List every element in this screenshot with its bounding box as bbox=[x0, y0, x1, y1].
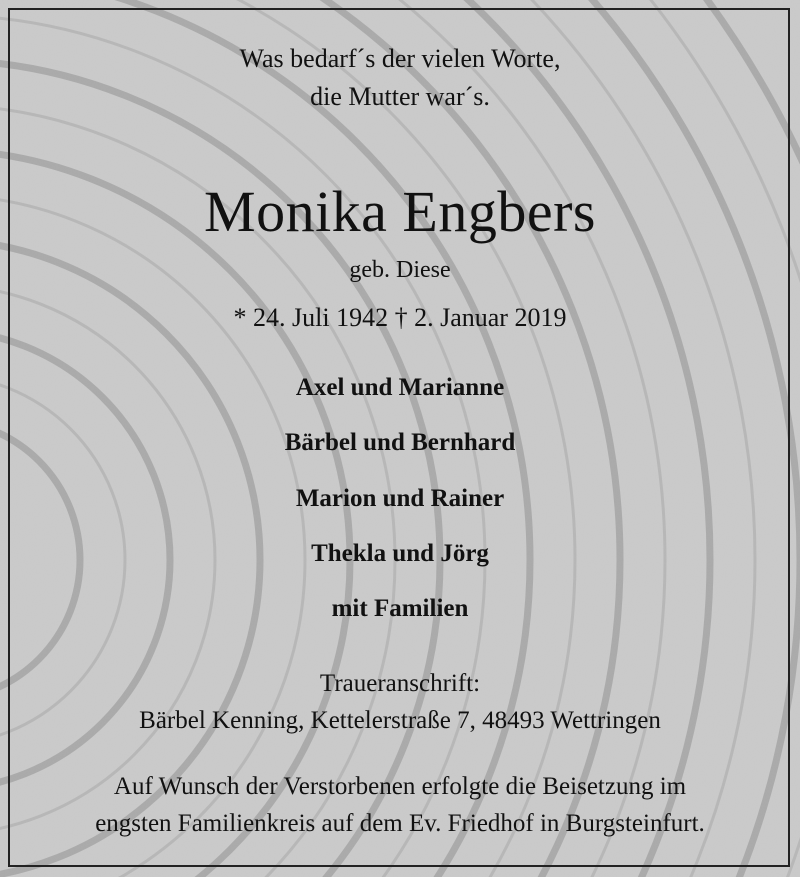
motto-line-1: Was bedarf´s der vielen Worte, bbox=[239, 44, 561, 73]
motto-line-2: die Mutter war´s. bbox=[310, 82, 490, 111]
mourner-line: Thekla und Jörg bbox=[311, 540, 489, 567]
deceased-name: Monika Engbers bbox=[204, 179, 596, 244]
address-value: Bärbel Kenning, Kettelerstraße 7, 48493 Wettringen bbox=[139, 707, 661, 734]
burial-note-line-2: engsten Familienkreis auf dem Ev. Friedhof in Burgsteinfurt. bbox=[95, 810, 705, 837]
mourner-line: Bärbel und Bernhard bbox=[284, 429, 516, 456]
life-dates: * 24. Juli 1942 † 2. Januar 2019 bbox=[233, 303, 567, 332]
mourner-line: mit Familien bbox=[331, 595, 469, 622]
mourner-line: Axel und Marianne bbox=[295, 374, 505, 401]
birth-name: geb. Diese bbox=[349, 257, 451, 283]
address-label: Traueranschrift: bbox=[319, 670, 481, 697]
burial-note-line-1: Auf Wunsch der Verstorbenen erfolgte die Beisetzung im bbox=[113, 773, 687, 800]
mourner-line: Marion und Rainer bbox=[295, 485, 505, 512]
